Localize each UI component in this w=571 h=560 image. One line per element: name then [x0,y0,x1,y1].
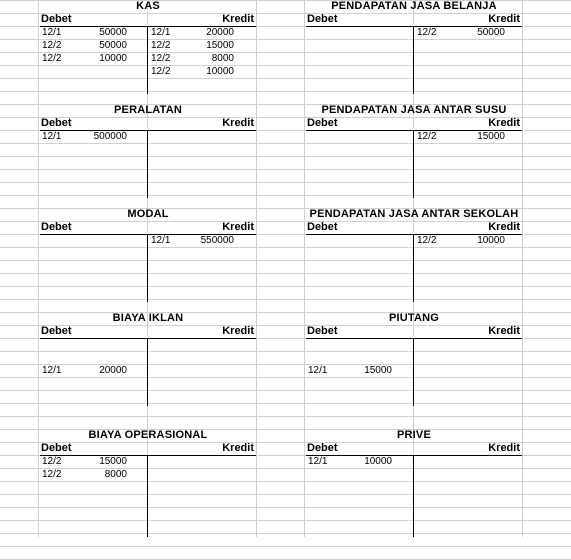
grid-row-line [0,143,571,144]
credit-date[interactable]: 12/2 [151,40,171,51]
debit-amount[interactable]: 10000 [364,456,392,467]
grid-row-line [0,533,571,534]
credit-amount[interactable]: 50000 [477,27,505,38]
grid-row-line [0,247,571,248]
t-account-top-rule [306,338,522,339]
t-account-divider [413,130,414,198]
credit-header: Kredit [222,442,254,454]
credit-header: Kredit [222,117,254,129]
grid-row-line [0,481,571,482]
credit-date[interactable]: 12/1 [151,235,171,246]
grid-row-line [0,390,571,391]
debit-date[interactable]: 12/2 [42,469,62,480]
t-account-divider [147,338,148,406]
grid-row-line [0,546,571,547]
account-title: BIAYA OPERASIONAL [88,429,208,441]
grid-row-line [0,377,571,378]
account-title: KAS [136,0,160,12]
debit-amount[interactable]: 500000 [93,131,127,142]
t-account-divider [413,234,414,302]
grid-row-line [0,403,571,404]
debit-amount[interactable]: 15000 [364,365,392,376]
grid-row-line [0,520,571,521]
grid-row-line [0,156,571,157]
t-account-divider [147,26,148,94]
credit-header: Kredit [488,13,520,25]
credit-date[interactable]: 12/2 [151,53,171,64]
debit-date[interactable]: 12/1 [308,365,328,376]
credit-header: Kredit [222,221,254,233]
debit-date[interactable]: 12/2 [42,40,62,51]
grid-row-line [0,65,571,66]
credit-header: Kredit [488,117,520,129]
grid-row-line [0,169,571,170]
credit-amount[interactable]: 15000 [206,40,234,51]
grid-column-line [38,0,39,537]
debit-date[interactable]: 12/2 [42,53,62,64]
grid-row-line [0,351,571,352]
credit-header: Kredit [222,325,254,337]
t-account-divider [413,338,414,406]
credit-header: Kredit [488,221,520,233]
grid-column-line [522,0,523,537]
credit-date[interactable]: 12/2 [417,131,437,142]
t-account-divider [147,455,148,537]
credit-amount[interactable]: 10000 [206,66,234,77]
account-title: MODAL [127,208,169,220]
debit-header: Debet [307,442,338,454]
debit-date[interactable]: 12/1 [42,27,62,38]
credit-date[interactable]: 12/2 [417,235,437,246]
credit-amount[interactable]: 10000 [477,235,505,246]
grid-column-line [256,0,257,537]
grid-row-line [0,91,571,92]
t-account-divider [413,455,414,537]
credit-date[interactable]: 12/1 [151,27,171,38]
debit-header: Debet [41,325,72,337]
debit-amount[interactable]: 20000 [99,365,127,376]
account-title: PRIVE [396,429,431,441]
grid-row-line [0,507,571,508]
grid-column-line [304,0,305,537]
debit-date[interactable]: 12/1 [42,365,62,376]
debit-amount[interactable]: 15000 [99,456,127,467]
credit-amount[interactable]: 15000 [477,131,505,142]
account-title: PERALATAN [114,104,182,116]
grid-row-line [0,416,571,417]
debit-header: Debet [307,221,338,233]
grid-row-line [0,299,571,300]
account-title: PENDAPATAN JASA BELANJA [331,0,497,12]
account-title: PENDAPATAN JASA ANTAR SUSU [321,104,507,116]
grid-row-line [0,273,571,274]
t-account-divider [147,234,148,302]
debit-header: Debet [307,13,338,25]
credit-amount[interactable]: 8000 [211,53,234,64]
account-title: PENDAPATAN JASA ANTAR SEKOLAH [309,208,519,220]
grid-row-line [0,494,571,495]
credit-header: Kredit [488,325,520,337]
debit-amount[interactable]: 8000 [104,469,127,480]
account-title: BIAYA IKLAN [112,312,184,324]
debit-header: Debet [41,13,72,25]
grid-row-line [0,195,571,196]
debit-date[interactable]: 12/1 [42,131,62,142]
credit-date[interactable]: 12/2 [151,66,171,77]
debit-amount[interactable]: 50000 [99,40,127,51]
debit-header: Debet [41,221,72,233]
debit-date[interactable]: 12/2 [42,456,62,467]
credit-amount[interactable]: 550000 [200,235,234,246]
grid-row-line [0,286,571,287]
grid-row-line [0,182,571,183]
debit-header: Debet [307,325,338,337]
credit-date[interactable]: 12/2 [417,27,437,38]
debit-date[interactable]: 12/1 [308,456,328,467]
grid-row-line [0,78,571,79]
debit-amount[interactable]: 50000 [99,27,127,38]
debit-header: Debet [41,442,72,454]
t-account-divider [147,130,148,198]
debit-amount[interactable]: 10000 [99,53,127,64]
debit-header: Debet [41,117,72,129]
grid-row-line [0,260,571,261]
debit-header: Debet [307,117,338,129]
t-account-top-rule [40,338,256,339]
account-title: PIUTANG [388,312,440,324]
credit-header: Kredit [222,13,254,25]
credit-amount[interactable]: 20000 [206,27,234,38]
t-account-divider [413,26,414,94]
credit-header: Kredit [488,442,520,454]
